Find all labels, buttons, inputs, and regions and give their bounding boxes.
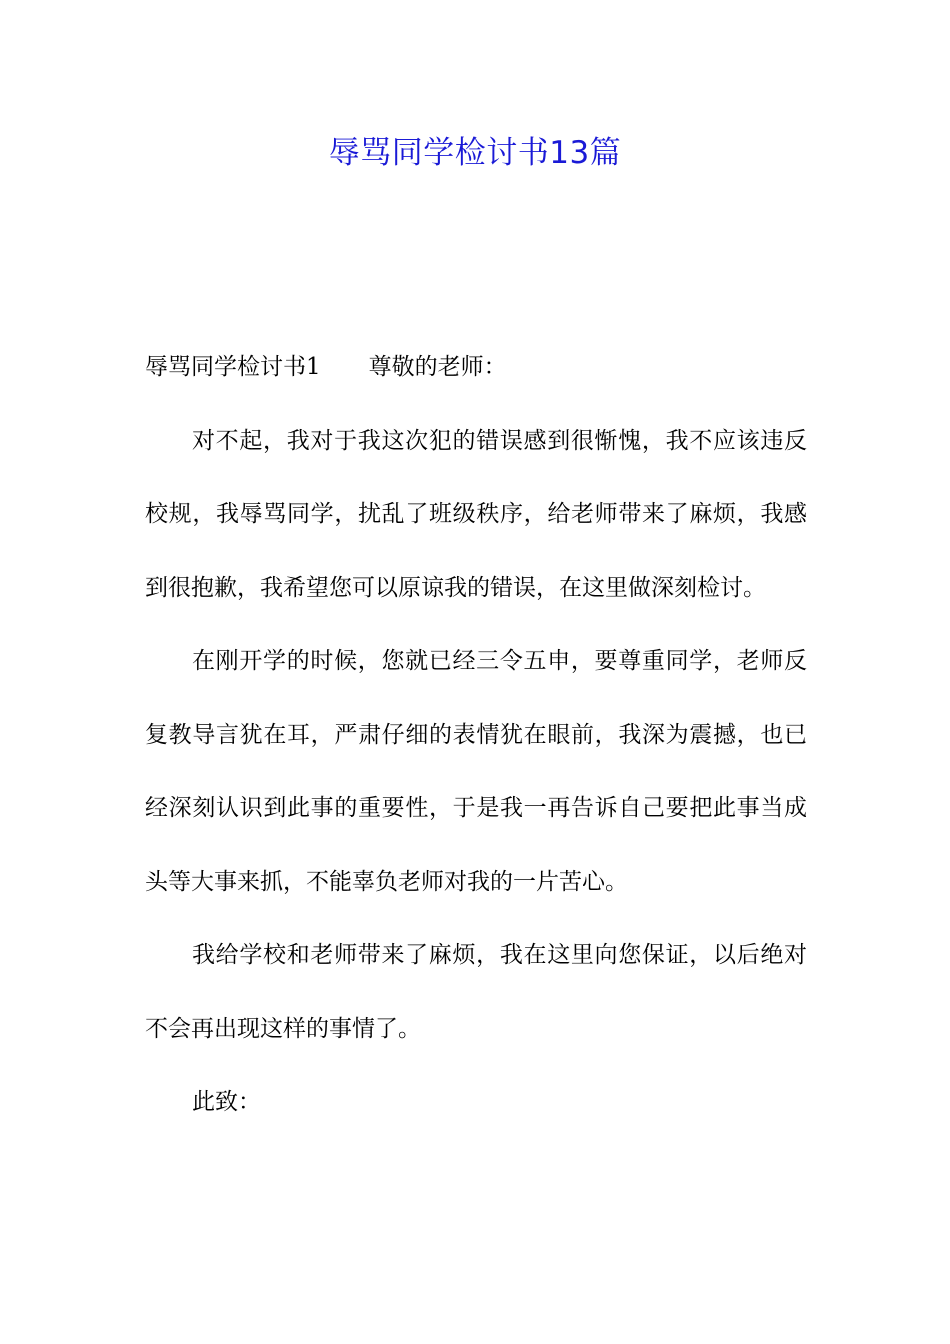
paragraph-3: 我给学校和老师带来了麻烦，我在这里向您保证，以后绝对不会再出现这样的事情了。: [145, 942, 807, 1042]
paragraph-2: 在刚开学的时候，您就已经三令五申，要尊重同学，老师反复教导言犹在耳，严肃仔细的表情犹在眼前，我深为震撼，也已经深刻认识到此事的重要性，于是我一再告诉自己要把此事当成头等大事来抓，不能辜负老师对我的一片苦心。: [145, 648, 807, 895]
paragraph-1: 对不起，我对于我这次犯的错误感到很惭愧，我不应该违反校规，我辱骂同学，扰乱了班级秩序，给老师带来了麻烦，我感到很抱歉，我希望您可以原谅我的错误，在这里做深刻检讨。: [145, 427, 807, 601]
closing-line: 此致：: [192, 1089, 261, 1115]
document-body: [145, 331, 807, 1140]
section-heading-line: [145, 331, 807, 405]
salutation: 尊敬的老师：: [368, 354, 507, 380]
section-heading: 辱骂同学检讨书1: [145, 354, 321, 380]
document-title: 辱骂同学检讨书13篇: [328, 135, 622, 171]
